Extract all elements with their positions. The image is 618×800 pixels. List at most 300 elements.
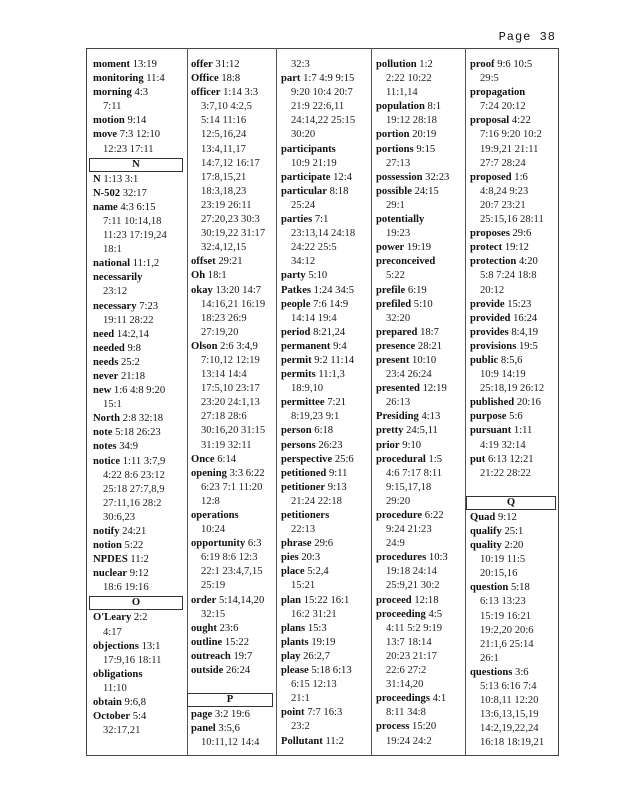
page-line-references: 4:20	[518, 256, 538, 268]
page-line-references: 15:20	[412, 721, 437, 733]
page-line-references: 19:19	[406, 242, 432, 254]
index-continuation: 26:13	[386, 397, 411, 409]
index-continuation: 20:7 23:21	[480, 199, 526, 211]
index-entry	[191, 509, 273, 523]
page-line-references: 11:4	[146, 73, 165, 85]
page-line-references: 3:2 19:6	[214, 709, 250, 721]
index-entry	[281, 424, 369, 438]
index-term: notify	[93, 526, 120, 537]
column-divider	[276, 48, 277, 756]
index-entry	[191, 708, 273, 722]
index-entry	[470, 539, 556, 553]
index-term: plan	[281, 594, 302, 606]
page-line-references: 18:7	[420, 326, 439, 338]
index-term: possible	[376, 185, 412, 197]
index-entry	[93, 300, 183, 314]
index-entry	[191, 255, 273, 269]
index-continuation: 19:2,20 20:6	[480, 624, 534, 636]
page-line-references: 4:22	[511, 115, 531, 127]
index-entry	[281, 650, 369, 664]
index-entry	[191, 72, 273, 86]
frame-bottom-rule	[86, 755, 559, 756]
page-line-references: 6:19	[407, 284, 427, 296]
index-continuation: 14:7,12 16:17	[201, 157, 260, 169]
page-line-references: 19:19	[311, 636, 336, 648]
index-entry	[470, 255, 556, 269]
index-continuation: 34:12	[291, 256, 316, 268]
index-continuation: 9:15,17,18	[386, 481, 432, 493]
index-entry	[470, 114, 556, 128]
index-term: possession	[376, 171, 423, 183]
index-continuation: 12:23 17:11	[103, 143, 154, 155]
index-entry	[281, 185, 369, 199]
page-line-references: 2:6 3:4,9	[220, 340, 258, 352]
index-entry	[281, 340, 369, 354]
index-entry	[93, 384, 183, 398]
page-line-references: 19:7	[233, 650, 253, 662]
index-entry	[93, 128, 183, 142]
index-entry	[470, 86, 556, 100]
index-continuation: 25:19	[201, 580, 226, 592]
index-continuation: 7:11	[103, 101, 122, 113]
page-line-references: 25:2	[120, 356, 140, 368]
page-line-references: 7:7 16:3	[307, 707, 343, 719]
index-term: proposed	[470, 171, 512, 183]
index-term: opening	[191, 467, 227, 479]
index-term: place	[281, 566, 305, 578]
index-continuation: 25:18 27:7,8,9	[103, 483, 165, 495]
index-entry	[376, 284, 464, 298]
index-continuation: 19:18 24:14	[386, 566, 437, 578]
index-continuation: 27:13	[386, 157, 411, 169]
index-term: moment	[93, 59, 131, 70]
index-term: Pollutant	[281, 735, 323, 747]
index-term: process	[376, 721, 410, 733]
index-entry	[93, 72, 183, 86]
page-line-references: 31:12	[215, 59, 240, 70]
index-term: N	[93, 173, 101, 185]
page-line-references: 5:6	[509, 411, 523, 423]
index-continuation: 13:6,13,15,19	[480, 709, 539, 721]
index-continuation: 21:9 22:6,11	[291, 101, 345, 113]
page-line-references: 10:10	[412, 354, 437, 366]
index-entry	[470, 666, 556, 680]
page-line-references: 29:21	[218, 256, 243, 268]
page-line-references: 25:1	[504, 526, 524, 537]
page-line-references: 4:5	[428, 608, 443, 620]
index-term: ought	[191, 622, 217, 634]
page-line-references: 1:11 3:7,9	[122, 455, 166, 467]
page-line-references: 5:22	[124, 540, 144, 552]
index-entry	[470, 312, 556, 326]
page-line-references: 9:12	[129, 568, 149, 580]
index-entry	[93, 426, 183, 440]
index-entry	[93, 525, 183, 539]
index-continuation: 32:20	[386, 312, 411, 324]
index-entry	[376, 241, 464, 255]
index-entry	[281, 143, 369, 157]
index-entry	[470, 410, 556, 424]
index-term: procedure	[376, 510, 423, 521]
page-line-references: 15:22	[224, 636, 249, 648]
page-line-references: 9:6,8	[124, 697, 146, 709]
index-term: monitoring	[93, 73, 144, 85]
index-term: people	[281, 298, 311, 310]
index-entry	[191, 622, 273, 636]
page-line-references: 12:4	[333, 171, 352, 183]
index-continuation: 29:1	[386, 199, 405, 211]
page-line-references: 1:2	[419, 59, 433, 70]
index-continuation: 22:13	[291, 524, 316, 536]
index-continuation: 30:20	[291, 129, 316, 141]
index-term: page	[191, 709, 213, 721]
index-continuation: 23:20 24:1,13	[201, 397, 260, 409]
page-line-references: 5:14,14,20	[218, 594, 265, 606]
index-entry	[93, 539, 183, 553]
index-entry	[376, 255, 464, 269]
index-entry	[376, 439, 464, 453]
index-continuation: 9:24 21:23	[386, 524, 432, 536]
page-line-references: 9:10	[402, 439, 422, 451]
index-continuation: 10:9 14:19	[480, 369, 526, 381]
index-continuation: 12:5,16,24	[201, 129, 247, 141]
index-term: N-502	[93, 187, 121, 199]
index-entry	[93, 356, 183, 370]
index-term: pretty	[376, 425, 404, 437]
index-term: offset	[191, 256, 216, 268]
index-term: proceedings	[376, 693, 430, 705]
index-continuation: 25:9,21 30:2	[386, 580, 440, 592]
index-entry	[470, 525, 556, 539]
index-continuation: 15:19 16:21	[480, 610, 531, 622]
page-line-references: 13:19	[132, 59, 157, 70]
index-entry	[93, 553, 183, 567]
index-term: Oh	[191, 270, 206, 282]
page-line-references: 24:15	[414, 185, 439, 197]
index-continuation: 10:9 21:19	[291, 157, 337, 169]
index-continuation: 15:21	[291, 580, 316, 592]
index-term: outside	[191, 665, 224, 677]
index-continuation: 14:14 19:4	[291, 312, 337, 324]
page-line-references: 6:18	[314, 425, 334, 437]
index-entry	[281, 171, 369, 185]
index-term: population	[376, 101, 425, 113]
index-continuation: 31:19 32:11	[201, 439, 252, 451]
index-continuation: 29:5	[480, 73, 499, 85]
index-continuation: 5:22	[386, 270, 405, 282]
index-continuation: 17:5,10 23:17	[201, 383, 260, 395]
index-continuation: 14:16,21 16:19	[201, 298, 266, 310]
index-continuation: 6:19 8:6 12:3	[201, 552, 258, 564]
index-entry	[93, 257, 183, 271]
index-entry	[470, 354, 556, 368]
index-term: portion	[376, 129, 410, 141]
page-line-references: 11:2	[130, 554, 149, 566]
index-continuation: 22:6 27:2	[386, 665, 427, 677]
page-line-references: 19:12	[504, 242, 529, 254]
page-line-references: 7:1	[314, 214, 329, 226]
index-entry	[191, 537, 273, 551]
index-continuation: 4:6 7:17 8:11	[386, 467, 443, 479]
index-entry	[281, 284, 369, 298]
index-term: motion	[93, 115, 125, 127]
index-term: present	[376, 354, 410, 366]
index-continuation: 32:4,12,15	[201, 242, 247, 254]
page-line-references: 5:4	[132, 711, 147, 723]
page-line-references: 5:18 26:23	[115, 427, 161, 439]
index-continuation: 5:13 6:16 7:4	[480, 681, 537, 693]
index-term: obligations	[93, 668, 143, 680]
index-entry	[93, 342, 183, 356]
page-line-references: 28:21	[417, 340, 443, 352]
index-continuation: 19:11 28:22	[103, 314, 154, 326]
index-continuation: 7:11 10:14,18	[103, 215, 162, 227]
index-term: party	[281, 270, 306, 282]
index-term: Office	[191, 73, 219, 85]
index-entry	[93, 668, 183, 682]
index-entry	[281, 326, 369, 340]
index-term: petitioners	[281, 510, 330, 521]
index-entry	[93, 611, 183, 625]
index-entry	[470, 227, 556, 241]
index-term: objections	[93, 640, 139, 652]
index-term: period	[281, 326, 311, 338]
index-continuation: 10:24	[201, 524, 226, 536]
page-line-references: 2:20	[504, 540, 524, 552]
index-continuation: 27:18 28:6	[201, 411, 247, 423]
page-line-references: 8:21,24	[313, 326, 346, 338]
index-entry	[376, 213, 464, 227]
index-continuation: 2:22 10:22	[386, 73, 432, 85]
index-term: prior	[376, 439, 400, 451]
index-term: parties	[281, 214, 313, 226]
index-term: proposes	[470, 228, 510, 240]
index-term: outreach	[191, 650, 231, 662]
index-term: portions	[376, 143, 414, 155]
index-column-5	[470, 58, 556, 751]
page-line-references: 18:8	[221, 73, 241, 85]
page-line-references: 26:23	[318, 439, 343, 451]
index-entry	[281, 735, 369, 749]
index-continuation: 10:19 11:5	[480, 554, 526, 566]
index-continuation: 19:9,21 21:11	[480, 143, 539, 155]
page-line-references: 3:5,6	[218, 723, 240, 735]
index-entry	[93, 412, 183, 426]
page-line-references: 4:3 6:15	[120, 201, 156, 213]
index-continuation: 11:1,14	[386, 87, 418, 99]
index-continuation: 13:14 14:4	[201, 369, 247, 381]
index-continuation: 7:10,12 12:19	[201, 354, 260, 366]
page-line-references: 10:3	[428, 552, 448, 564]
index-term: please	[281, 665, 309, 677]
index-continuation: 27:19,20	[201, 326, 239, 338]
index-entry	[376, 509, 464, 523]
index-continuation: 4:22 8:6 23:12	[103, 469, 165, 481]
index-continuation: 32:3	[291, 59, 310, 70]
index-entry	[281, 368, 369, 382]
index-continuation: 20:12	[480, 284, 505, 296]
index-continuation: 5:14 11:16	[201, 115, 247, 127]
page-line-references: 9:2 11:14	[314, 354, 355, 366]
page-line-references: 1:13 3:1	[103, 173, 139, 185]
index-term: propagation	[470, 87, 526, 99]
page-line-references: 11:1,2	[132, 258, 160, 270]
index-entry	[281, 213, 369, 227]
index-entry	[376, 692, 464, 706]
index-term: North	[93, 413, 121, 425]
page-line-references: 4:3	[134, 87, 149, 99]
index-entry	[93, 201, 183, 215]
page-line-references: 9:11	[328, 467, 348, 479]
index-continuation: 24:14,22 25:15	[291, 115, 356, 127]
index-continuation: 27:7 28:24	[480, 157, 526, 169]
index-entry	[376, 171, 464, 185]
index-continuation: 4:11 5:2 9:19	[386, 622, 443, 634]
index-entry	[281, 481, 369, 495]
index-term: okay	[191, 284, 213, 296]
index-entry	[93, 696, 183, 710]
index-term: plants	[281, 636, 309, 648]
index-continuation: 10:8,11 12:20	[480, 695, 539, 707]
page-line-references: 5:18 6:13	[311, 665, 352, 677]
index-entry	[281, 467, 369, 481]
index-entry	[470, 58, 556, 72]
index-entry	[376, 382, 464, 396]
index-term: Patkes	[281, 284, 312, 296]
index-continuation: 6:13 13:23	[480, 596, 526, 608]
page-line-references: 14:2,14	[116, 328, 149, 340]
index-continuation: 13:7 18:14	[386, 636, 432, 648]
index-term: put	[470, 453, 486, 465]
page-line-references: 4:1	[432, 693, 447, 705]
index-term: prefile	[376, 284, 406, 296]
index-term: plans	[281, 622, 306, 634]
index-term: provisions	[470, 340, 517, 352]
page-line-references: 26:2,7	[303, 650, 330, 662]
index-entry	[376, 354, 464, 368]
index-entry	[191, 722, 273, 736]
index-term: O'Leary	[93, 612, 132, 624]
index-continuation: 19:24 24:2	[386, 735, 432, 747]
index-term: quality	[470, 540, 502, 552]
index-continuation: 3:7,10 4:2,5	[201, 101, 252, 113]
index-continuation: 4:8,24 9:23	[480, 185, 529, 197]
section-letter-heading: N	[89, 158, 183, 172]
page-line-references: 13:20 14:7	[215, 284, 262, 296]
index-term: permits	[281, 369, 316, 381]
index-entry	[93, 114, 183, 128]
index-continuation: 18:6 19:16	[103, 582, 149, 594]
page-line-references: 7:23	[139, 300, 159, 312]
index-term: proceed	[376, 594, 412, 606]
page-line-references: 1:5	[428, 453, 443, 465]
index-term: name	[93, 201, 118, 213]
index-continuation: 30:16,20 31:15	[201, 425, 266, 437]
page-line-references: 32:17	[122, 187, 147, 199]
index-continuation: 18:1	[103, 244, 122, 256]
index-term: protect	[470, 242, 503, 254]
index-term: public	[470, 354, 499, 366]
index-entry	[93, 173, 183, 187]
index-entry	[191, 58, 273, 72]
index-continuation: 17:8,15,21	[201, 171, 247, 183]
index-entry	[281, 439, 369, 453]
index-entry	[376, 58, 464, 72]
page-line-references: 1:14 3:3	[223, 87, 259, 99]
page-line-references: 24:21	[122, 526, 147, 537]
index-entry	[281, 664, 369, 678]
page-line-references: 6:3	[247, 538, 262, 550]
index-term: panel	[191, 723, 216, 735]
index-continuation: 23:13,14 24:18	[291, 228, 356, 240]
index-continuation: 32:17,21	[103, 725, 141, 737]
index-term: provides	[470, 326, 509, 338]
index-term: proof	[470, 59, 495, 70]
index-continuation: 26:1	[480, 652, 499, 664]
column-divider	[187, 48, 188, 756]
index-entry	[470, 396, 556, 410]
page-line-references: 8:4,19	[511, 326, 539, 338]
index-entry	[376, 143, 464, 157]
index-continuation: 21:1	[291, 693, 310, 705]
index-entry	[191, 86, 273, 100]
index-entry	[470, 171, 556, 185]
index-entry	[191, 594, 273, 608]
index-continuation: 27:20,23 30:3	[201, 214, 260, 226]
index-entry	[93, 271, 183, 285]
index-term: persons	[281, 439, 316, 451]
index-continuation: 25:15,16 28:11	[480, 214, 544, 226]
index-term: proceeding	[376, 608, 426, 620]
page-line-references: 9:4	[333, 340, 347, 352]
index-term: nuclear	[93, 568, 128, 580]
index-term: permanent	[281, 340, 331, 352]
index-term: morning	[93, 87, 132, 99]
index-continuation: 21:22 28:22	[480, 467, 531, 479]
page-line-references: 23:6	[219, 622, 239, 634]
index-entry	[281, 622, 369, 636]
index-continuation: 7:16 9:20 10:2	[480, 129, 542, 141]
index-term: NPDES	[93, 554, 128, 566]
index-term: need	[93, 328, 115, 340]
index-term: necessary	[93, 300, 137, 312]
index-term: phrase	[281, 538, 312, 550]
index-entry	[281, 354, 369, 368]
index-continuation: 27:11,16 28:2	[103, 497, 162, 509]
page-line-references: 26:24	[226, 665, 251, 677]
index-entry	[470, 581, 556, 595]
page-line-references: 3:3 6:22	[229, 467, 265, 479]
index-continuation: 6:15 12:13	[291, 679, 337, 691]
index-continuation: 30:6,23	[103, 511, 136, 523]
page-line-references: 15:3	[307, 622, 327, 634]
page-line-references: 5:10	[308, 270, 328, 282]
index-term: purpose	[470, 411, 507, 423]
index-continuation: 23:4 26:24	[386, 369, 432, 381]
index-entry	[376, 594, 464, 608]
index-term: Presiding	[376, 411, 419, 423]
index-term: national	[93, 258, 131, 270]
index-term: notes	[93, 441, 117, 453]
index-continuation: 17:9,16 18:11	[103, 654, 162, 666]
index-continuation: 19:23	[386, 228, 411, 240]
index-term: permit	[281, 354, 312, 366]
index-term: procedural	[376, 453, 426, 465]
index-term: power	[376, 242, 405, 254]
index-continuation: 10:11,12 14:4	[201, 737, 260, 749]
page-line-references: 34:9	[119, 441, 139, 453]
index-entry	[93, 58, 183, 72]
